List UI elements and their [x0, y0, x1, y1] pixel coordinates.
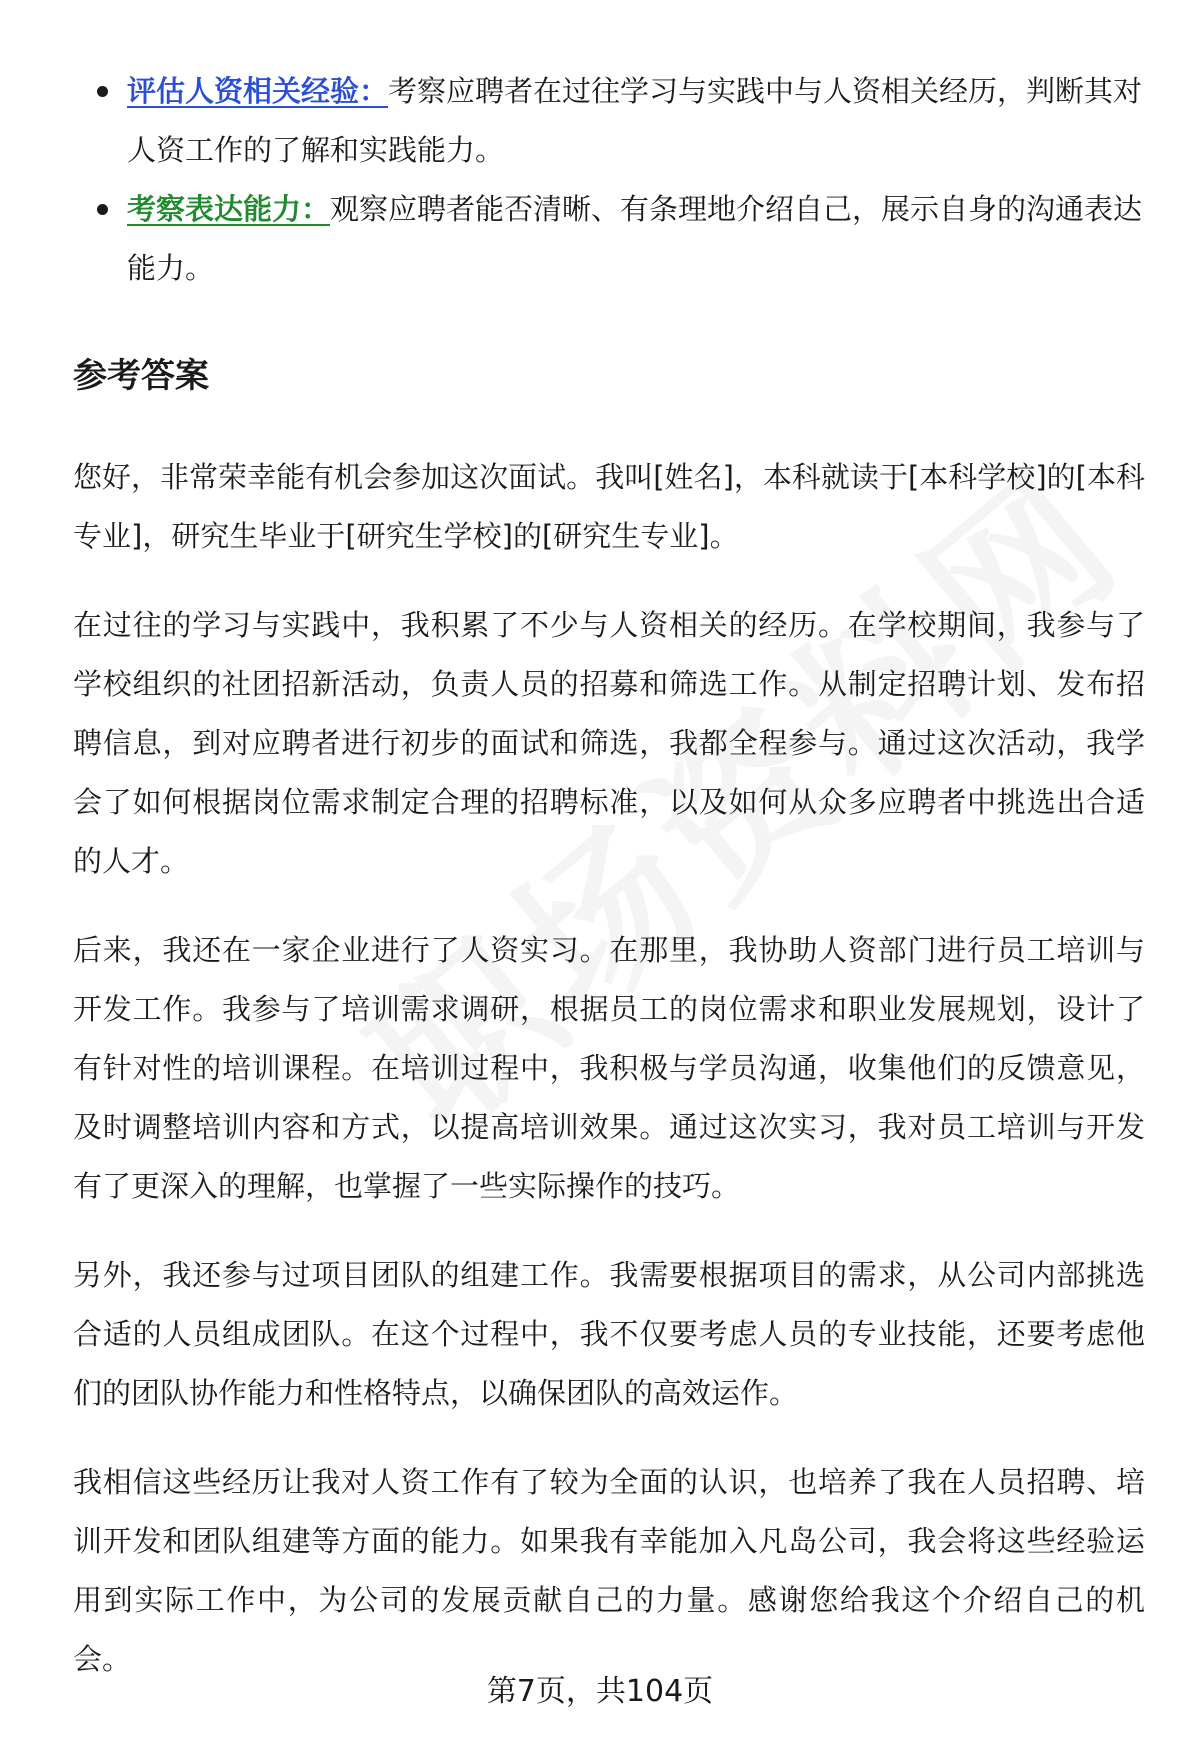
answer-paragraph: 您好，非常荣幸能有机会参加这次面试。我叫[姓名]，本科就读于[本科学校]的[本科专业]，研究生毕业于[研究生学校]的[研究生专业]。	[73, 460, 1145, 553]
answer-paragraph: 我相信这些经历让我对人资工作有了较为全面的认识，也培养了我在人员招聘、培训开发和团队组建等方面的能力。如果我有幸能加入凡岛公司，我会将这些经验运用到实际工作中，为公司的发展贡献自己的力量。感谢您给我这个介绍自己的机会。	[73, 1465, 1145, 1676]
criteria-term: 评估人资相关经验：	[127, 74, 389, 108]
answer-paragraph: 在过往的学习与实践中，我积累了不少与人资相关的经历。在学校期间，我参与了学校组织的社团招新活动，负责人员的招募和筛选工作。从制定招聘计划、发布招聘信息，到对应聘者进行初步的面试和筛选，我都全程参与。通过这次活动，我学会了如何根据岗位需求制定合理的招聘标准，以及如何从众多应聘者中挑选出合适的人才。	[73, 608, 1145, 878]
section-title: 参考答案	[73, 356, 209, 396]
criteria-term: 考察表达能力：	[127, 192, 331, 226]
answer-paragraph: 后来，我还在一家企业进行了人资实习。在那里，我协助人资部门进行员工培训与开发工作。我参与了培训需求调研，根据员工的岗位需求和职业发展规划，设计了有针对性的培训课程。在培训过程中，我积极与学员沟通，收集他们的反馈意见，及时调整培训内容和方式，以提高培训效果。通过这次实习，我对员工培训与开发有了更深入的理解，也掌握了一些实际操作的技巧。	[73, 933, 1145, 1203]
criteria-list	[73, 62, 1145, 298]
criteria-text: 考察应聘者在过往学习与实践中与人资相关经历，判断其对人资工作的了解和实践能力。	[127, 74, 1143, 167]
page-number: 第7页，共104页	[486, 1674, 714, 1709]
answer-paragraph: 另外，我还参与过项目团队的组建工作。我需要根据项目的需求，从公司内部挑选合适的人员组成团队。在这个过程中，我不仅要考虑人员的专业技能，还要考虑他们的团队协作能力和性格特点，以确保团队的高效运作。	[73, 1258, 1145, 1410]
list-item	[73, 62, 1145, 180]
bullet-icon	[97, 86, 108, 97]
criteria-text: 观察应聘者能否清晰、有条理地介绍自己，展示自身的沟通表达能力。	[127, 192, 1143, 285]
bullet-icon	[97, 204, 108, 215]
list-item	[73, 180, 1145, 298]
document-body	[73, 62, 1145, 1689]
